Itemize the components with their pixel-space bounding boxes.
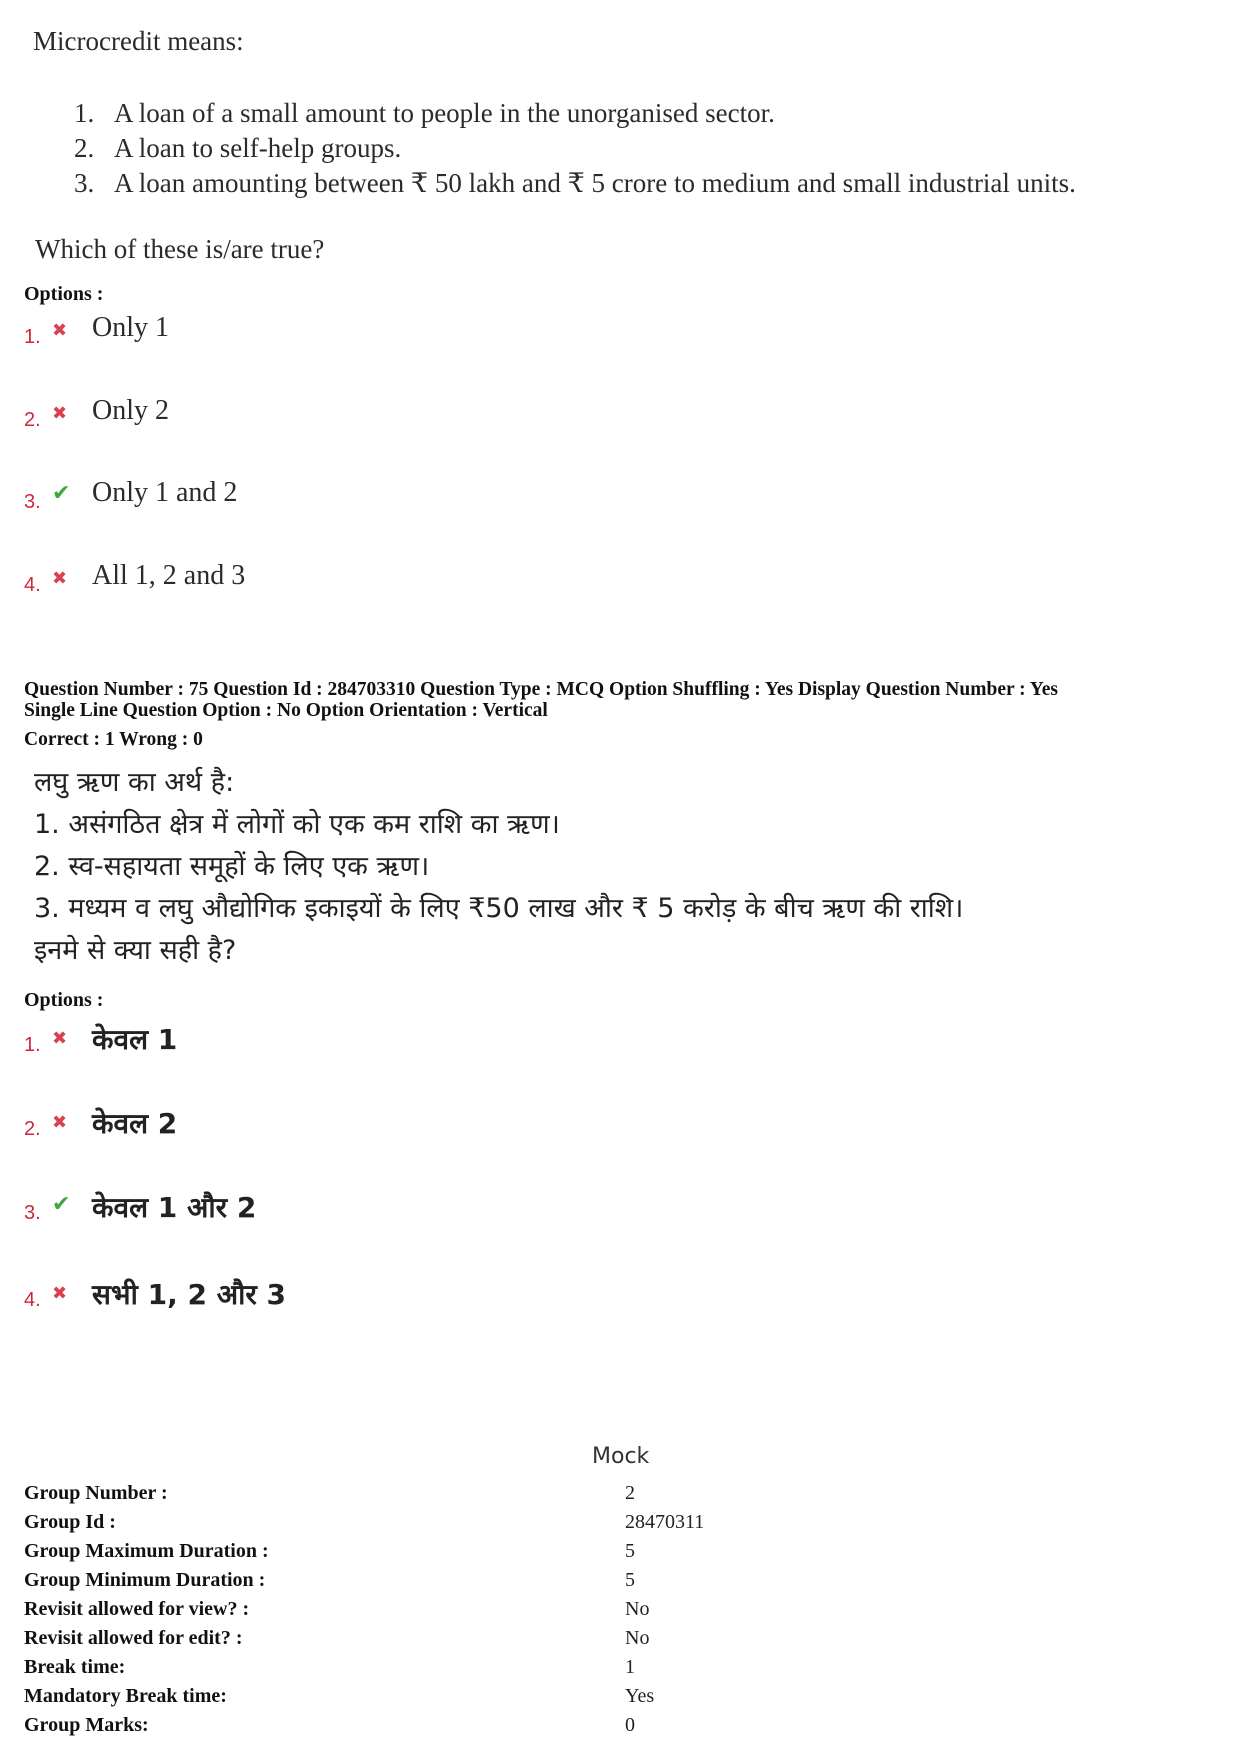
table-row: Group Marks: 0 [24,1714,635,1736]
statement-list-english [74,96,1076,201]
hindi-line: 2. स्व-सहायता समूहों के लिए एक ऋण। [34,851,430,882]
wrong-icon: ✖ [52,568,68,589]
question-prompt-english: Which of these is/are true? [35,234,325,264]
table-row: Group Maximum Duration : 5 [24,1540,635,1562]
wrong-icon: ✖ [52,1112,68,1133]
group-title: Mock [592,1444,650,1469]
table-row: Revisit allowed for view? : No [24,1598,650,1620]
check-icon: ✔ [52,481,71,506]
options-label: Options : [24,283,104,305]
question-score-line: Correct : 1 Wrong : 0 [24,729,203,750]
table-row: Group Number : 2 [24,1482,635,1504]
statement-item: 3. A loan amounting between ₹ 50 lakh and ₹ 5 crore to medium and small industrial units. [74,168,1076,198]
statement-item: 2. A loan to self-help groups. [74,133,402,163]
question-meta-line1: Question Number : 75 Question Id : 284703310 Question Type : MCQ Option Shuffling : Yes Display Question Number : Yes [24,679,1058,700]
hindi-line: 1. असंगठित क्षेत्र में लोगों को एक कम राशि का ऋण। [34,809,560,840]
table-row: Group Id : 28470311 [24,1511,705,1533]
table-row: Break time: 1 [24,1656,635,1678]
question-meta-line2: Single Line Question Option : No Option Orientation : Vertical [24,700,548,721]
statement-item: 1. A loan of a small amount to people in the unorganised sector. [74,98,775,128]
wrong-icon: ✖ [52,1283,68,1304]
question-text-hindi [34,762,963,972]
group-info-table [24,1479,1024,1740]
options-label: Options : [24,989,104,1011]
wrong-icon: ✖ [52,1028,68,1049]
wrong-icon: ✖ [52,403,68,424]
table-row: Revisit allowed for edit? : No [24,1627,650,1649]
wrong-icon: ✖ [52,320,68,341]
check-icon: ✔ [52,1192,71,1217]
hindi-line: 3. मध्यम व लघु औद्योगिक इकाइयों के लिए ₹50 लाख और ₹ 5 करोड़ के बीच ऋण की राशि। [34,893,964,924]
hindi-line: लघु ऋण का अर्थ है: [34,767,235,798]
question-title-english: Microcredit means: [33,26,244,56]
table-row: Group Minimum Duration : 5 [24,1569,635,1591]
hindi-line: इनमे से क्या सही है? [34,935,237,966]
table-row: Mandatory Break time: Yes [24,1685,655,1707]
